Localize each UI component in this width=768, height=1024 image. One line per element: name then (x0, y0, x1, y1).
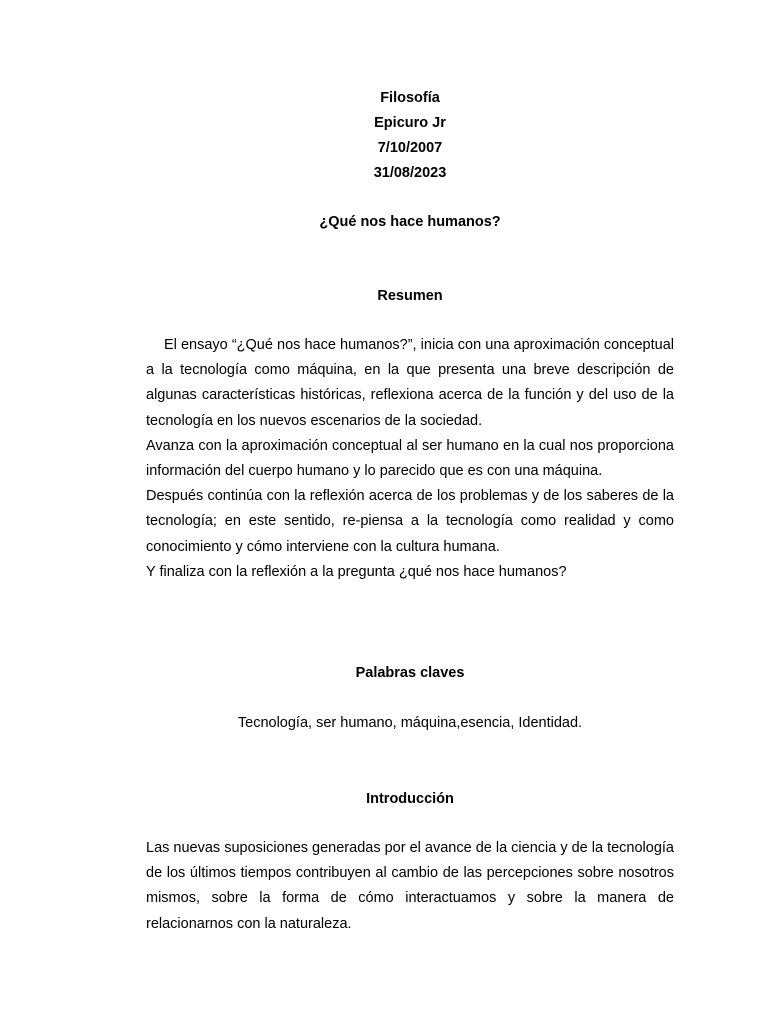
keywords-heading: Palabras claves (355, 665, 465, 681)
abstract-body (146, 333, 674, 585)
author-line: Epicuro Jr (374, 115, 446, 131)
keywords-text: Tecnología, ser humano, máquina,esencia, Identidad. (237, 715, 583, 731)
introduction-heading: Introducción (366, 791, 454, 807)
abstract-paragraph-4: Y finaliza con la reflexión a la pregunta ¿qué nos hace humanos? (146, 563, 567, 580)
document-title: ¿Qué nos hace humanos? (319, 214, 501, 230)
date-line-2: 31/08/2023 (373, 165, 447, 181)
abstract-paragraph-3: Después continúa con la reflexión acerca de los problemas y de los saberes de la tecnología; en este sentido, re-piensa a la tecnología como realidad y como conocimiento y cómo interviene con la cultura humana. (146, 488, 674, 555)
introduction-body (146, 836, 674, 937)
introduction-paragraph: Las nuevas suposiciones generadas por el avance de la ciencia y de la tecnología de los últimos tiempos contribuyen al cambio de las percepciones sobre nosotros mismos, sobre la forma de cómo interactuamos y sobre la manera de relacionarnos con la naturaleza. (146, 840, 674, 932)
subject-line: Filosofía (380, 90, 440, 106)
date-line-1: 7/10/2007 (377, 140, 443, 156)
abstract-paragraph-1: El ensayo “¿Qué nos hace humanos?”, inicia con una aproximación conceptual a la tecnología como máquina, en la que presenta una breve descripción de algunas características históricas, reflexiona acerca de la función y del uso de la tecnología en los nuevos escenarios de la sociedad. (146, 337, 674, 429)
document-header (0, 86, 768, 186)
abstract-paragraph-2: Avanza con la aproximación conceptual al ser humano en la cual nos proporciona información del cuerpo humano y lo parecido que es con una máquina. (146, 437, 674, 480)
abstract-heading: Resumen (377, 288, 443, 304)
